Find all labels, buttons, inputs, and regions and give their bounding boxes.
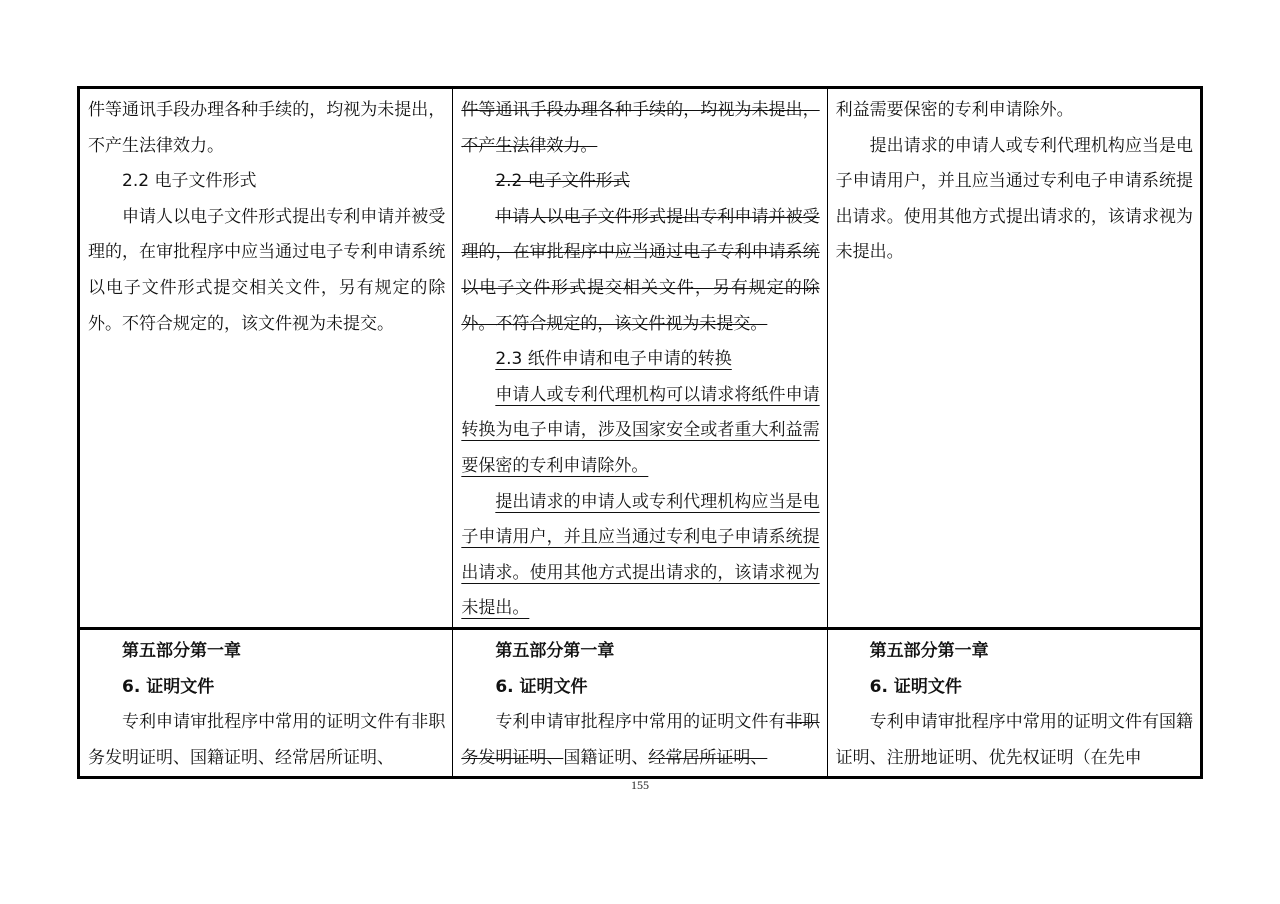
paragraph: 提出请求的申请人或专利代理机构应当是电子申请用户，并且应当通过专利电子申请系统提出请求。使用其他方式提出请求的，该请求视为未提出。 bbox=[835, 135, 1193, 263]
inserted-paragraph-line bbox=[461, 485, 819, 627]
revised-text-cell bbox=[827, 628, 1201, 777]
section-heading: 6. 证明文件 bbox=[122, 676, 215, 697]
chapter-heading: 第五部分第一章 bbox=[122, 640, 241, 661]
page-number: 155 bbox=[631, 778, 649, 792]
inserted-paragraph: 申请人或专利代理机构可以请求将纸件申请转换为电子申请，涉及国家安全或者重大利益需要保密的专利申请除外。 bbox=[461, 384, 820, 476]
deleted-text: 经常居所证明、 bbox=[648, 747, 768, 768]
text-segment: 专利申请审批程序中常用的证明文件有 bbox=[495, 712, 786, 733]
paragraph: 利益需要保密的专利申请除外。 bbox=[835, 100, 1074, 120]
paragraph: 申请人以电子文件形式提出专利申请并被受理的，在审批程序中应当通过电子专利申请系统以电子文件形式提交相关文件，另有规定的除外。不符合规定的，该文件视为未提交。 bbox=[88, 206, 446, 334]
deleted-paragraph: 件等通讯手段办理各种手续的，均视为未提出，不产生法律效力。 bbox=[461, 100, 820, 156]
table-row bbox=[79, 88, 1202, 629]
deleted-text: 非职务发明证明、 bbox=[461, 712, 820, 768]
inserted-paragraph-line bbox=[461, 378, 819, 485]
inserted-paragraph: 提出请求的申请人或专利代理机构应当是电子申请用户，并且应当通过专利电子申请系统提出请求。使用其他方式提出请求的，该请求视为未提出。 bbox=[461, 491, 820, 619]
revision-markup-cell bbox=[453, 628, 827, 777]
table-row bbox=[79, 628, 1202, 777]
text-segment: 国籍证明、 bbox=[563, 747, 649, 768]
inserted-heading: 2.3 纸件申请和电子申请的转换 bbox=[495, 349, 732, 370]
comparison-table bbox=[77, 86, 1203, 779]
section-heading: 2.2 电子文件形式 bbox=[122, 171, 257, 192]
section-heading: 6. 证明文件 bbox=[495, 676, 588, 697]
revised-text-cell bbox=[827, 88, 1201, 629]
paragraph: 专利申请审批程序中常用的证明文件有国籍证明、注册地证明、优先权证明（在先申 bbox=[835, 712, 1193, 768]
chapter-heading: 第五部分第一章 bbox=[869, 640, 989, 661]
paragraph bbox=[461, 705, 819, 776]
paragraph: 件等通讯手段办理各种手续的，均视为未提出，不产生法律效力。 bbox=[88, 100, 446, 156]
inserted-heading-line bbox=[461, 342, 819, 378]
paragraph: 专利申请审批程序中常用的证明文件有非职务发明证明、国籍证明、经常居所证明、 bbox=[88, 712, 446, 768]
deleted-heading: 2.2 电子文件形式 bbox=[495, 171, 630, 192]
original-text-cell bbox=[79, 88, 453, 629]
chapter-heading: 第五部分第一章 bbox=[495, 640, 615, 661]
original-text-cell bbox=[79, 628, 453, 777]
deleted-paragraph: 申请人以电子文件形式提出专利申请并被受理的，在审批程序中应当通过电子专利申请系统以电子文件形式提交相关文件，另有规定的除外。不符合规定的，该文件视为未提交。 bbox=[461, 206, 820, 334]
revision-markup-cell bbox=[453, 88, 827, 629]
section-heading: 6. 证明文件 bbox=[869, 676, 962, 697]
